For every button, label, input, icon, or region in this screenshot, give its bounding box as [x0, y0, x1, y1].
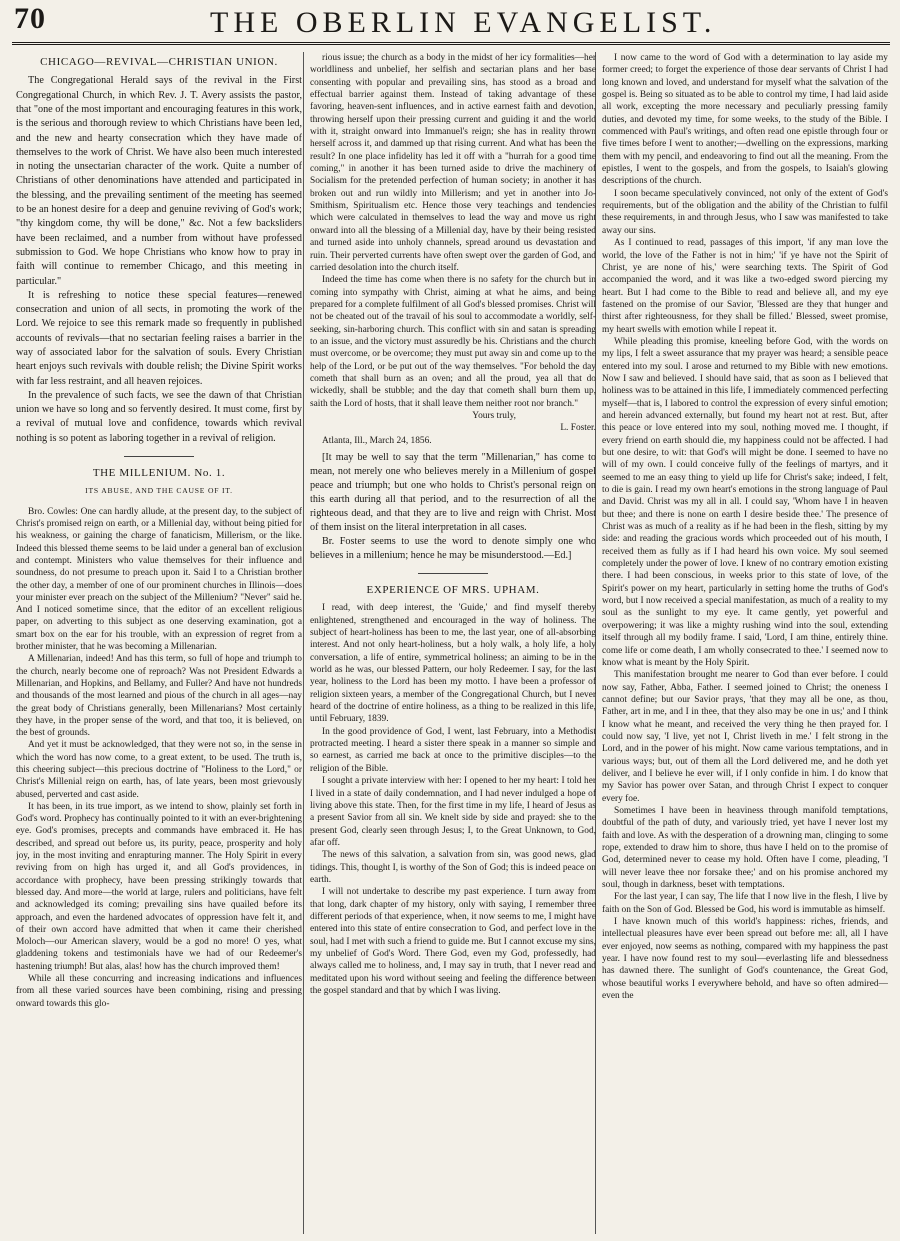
masthead-rule [12, 42, 890, 45]
paragraph: It has been, in its true import, as we intend to show, plainly set forth in God's word. Prophecy has continually pointed to it with an ever-brightening eye. God's promises, precepts and commands have embraced it. He has described, and spread out before us, its purity, peace, prosperity and holy joy, in the most inviting and enrapturing manner. The Holy Spirit in every reviving from on high has urged it, and all God's providences, in accordance with prophecy, have been pressing strikingly towards that blessed day. And more—the world at large, rulers and politicians, have felt and acknowledged its coming; prevailing sins have quailed before its approach, and even the hardened advocates of oppression have felt it, and of their own accord have admitted that when it came their cherished Moloch—our American slavery, would be a god no more! O yes, what gladdening tokens and testimonials have we had of our Redeemer's hastening triumph! But alas, alas! how has the church improved them! [16, 801, 302, 972]
paragraph: In the good providence of God, I went, last February, into a Methodist protracted meeting. I heard a sister there speak in a manner so simple and so earnest, as carried me back at once to the primitive disciples—to the religion of the Bible. [310, 726, 596, 774]
paragraph: This manifestation brought me nearer to God than ever before. I could now say, Father, Abba, Father. I seemed joined to Christ; the oneness I cannot define; but our Savior prays, 'that they may all be one, as thou, Father, art in me, and I in thee, that they also may be one in us;' and I think I know what he meant, and received the very thing he then prayed for. I could now say, 'I live, yet not I, Christ liveth in me.' I felt strong in the Lord, and in the power of his might. Now came various temptations, and in various ways; but, out of them all the Lord delivered me, and he doth yet deliver, and I believe he ever will, if I only confide in him. I do know that my Savior has power over Satan, and through Christ I expect to conquer every foe. [602, 670, 888, 804]
paragraph: I have known much of this world's happiness: riches, friends, and intellectual pleasures have ever been spread out before me: all, all I have ever enjoyed, now seems as nothing, compared with my happiness the past year. I have now found rest to my soul—everlasting life and blessedness has dawned there. The sunlight of God's countenance, the Great God, whose beautiful works I everywhere behold, and have so often admired—even the [602, 917, 888, 1002]
paragraph: In the prevalence of such facts, we see the dawn of that Christian union we have so long and so fervently desired. It must come, first by a revival of mutual love and confidence, towards which revival nothing is so potent as laboring together in a revival of religion. [16, 389, 302, 444]
editor-note: Br. Foster seems to use the word to denote simply one who believes in a millenium; hence he may be misunderstood.—Ed.] [310, 536, 596, 561]
column-3 [602, 52, 888, 1232]
article-heading-millenium: THE MILLENIUM. No. 1. [92, 467, 226, 480]
column-divider-1 [303, 52, 304, 1234]
signature-name: L. Foster. [560, 423, 596, 434]
paragraph: I will not undertake to describe my past experience. I turn away from that long, dark chapter of my history, only with saying, I remember three different periods of that experience, when, it now seems to me, I might have entered into this state of entire consecration to God, and perfect love in the soul, had I met with such a friend to guide me. But I cannot excuse my sins, my unbelief of God's Word. There God, even my God, professedly, had always called me to holiness, and, I may say in truth, that I never read and meditated upon his word without seeing and feeling the difference between the gospel standard and that by which I was living. [310, 887, 596, 996]
article-heading-chicago: CHICAGO—REVIVAL—CHRISTIAN UNION. [40, 56, 278, 68]
article-millenium [16, 506, 302, 1010]
signature-closing: Yours truly, [472, 410, 516, 421]
paragraph: Bro. Cowles: One can hardly allude, at the present day, to the subject of Christ's promised reign on earth, or a Millenial day, without being pitied for his weakness, or gaining the charge of fanaticism, Millerism, or the like. Indeed this blessed theme seems to be laid under a general ban of exclusion and contempt. Ministers who value themselves for their influence and soundness, do not presume to preach upon it. Said I to a Christian brother the other day, a member of one of our prominent churches in Illinois—does your minister ever preach on the subject of the Millenium? "Never" said he. And I noticed sometime since, that the editor of an excellent religious paper, on adverting to this subject as one deserving examination, got a smart box on the ear for his trouble, with an expression of regret from a brother minister, that he was becoming a Millenarian. [16, 506, 302, 653]
paragraph: I soon became speculatively convinced, not only of the extent of God's requirements, but of the obligation and the ability of the Christian to fulfil these requirements, in and through Jesus, who I saw was manifested to take away our sins. [602, 188, 888, 236]
masthead [0, 0, 900, 46]
paragraph: For the last year, I can say, The life that I now live in the flesh, I live by faith on the Son of God. Blessed be God, his word is immutable as himself. [602, 892, 888, 915]
paragraph: The Congregational Herald says of the revival in the First Congregational Church, in which Rev. J. T. Avery assists the pastor, that "one of the most important and encouraging features in this work, is the serious and thorough review to which Christians have been led, and the new and hearty consecration which they have made of themselves to the work of Christ. We have also been much interested in noting the unsectarian character of the work. Quite a number of Christians of other denominations have attended and participated in the blessing, and the prevailing sentiment of the meeting has seemed to be an honest desire for a deep and genuine reviving of God's work; "thy kingdom come, thy will be done," &c. Not a few backsliders have been reclaimed, and a number from without have professed submission to God. We hope Christians who know how to pray in faith will continue to remember Chicago, and this meeting in particular." [16, 75, 302, 287]
page-title: THE OBERLIN EVANGELIST. [210, 6, 717, 39]
paragraph: A Millenarian, indeed! And has this term, so full of hope and triumph to the church, nearly become one of reproach? Was not President Edwards a Millenarian, and Hopkins, and Bellamy, and Fuller? And have not hundreds and thousands of the most learned and pious of the church in all ages—nay the great body of Christians generally, been Millenarians? Most certainly they have, in the proper sense of the word, and that too, it is believed, on the best of grounds. [16, 654, 302, 739]
editor-note: [It may be well to say that the term "Millenarian," has come to mean, not merely one who believes merely in a Millenium of gospel peace and triumph; but one who holds to Christ's personal reign on this earth during all that period, and to the resurrection of all the righteous dead, and that they are to live and reign with Christ. Most of them insist on the literal interpretation in all cases. [310, 452, 596, 533]
page-number: 70 [14, 2, 46, 35]
paragraph: As I continued to read, passages of this import, 'if any man love the world, the love of the Father is not in him;' 'if ye have not the Spirit of Christ, ye are none of his,' were searching texts. The Spirit of God accompanied the word, and it was like a two-edged sword piercing my heart. But I had come to the Bible to read and believe all, and my eye fastened on the promise of our Savior, 'Blessed are they that hunger and thirst after righteousness, for they shall be filled.' Blessed, sweet promise, my heart swells with emotion while I repeat it. [602, 238, 888, 335]
paragraph: I read, with deep interest, the 'Guide,' and find myself thereby enlightened, strengthened and encouraged in the way of holiness. The subject of heart-holiness has been to me, the last year, one of all-absorbing interest. And not only heart-holiness, but a holy walk, a holy life, a holy conversation, a life of entire, symmetrical holiness; an aiming to be in the world as he was, our blessed Pattern, our holy Redeemer. I say, for the last year, holiness to the Lord has been my motto. I have been a professor of religion sixteen years, a member of the Congregational Church, but I never heard of the doctrine of entire holiness, as a thing to be realized in this life, until February, 1839. [310, 603, 596, 725]
article-chicago [16, 74, 302, 446]
article-divider [418, 573, 488, 574]
paragraph: rious issue; the church as a body in the midst of her icy formalities—her worldliness and unbelief, her selfish and sectarian plans and her base consenting with popular and prevailing sins, has stood as a broad and effectual barrier against them. Instead of taking advantage of these favoring, heaven-sent influences, and in active earnest faith and devotion, throwing herself upon their pressing current and guiding it and the world with it, straight onward into Immanuel's reign; she has in reality thrown herself across it, and dammed up that rising current. And what has been the result? In one place infidelity has led it off with a "hurrah for a good time coming," in another it has been turned aside to drive the machinery of Socialism for the pretended perfection of human society; in another it has broken out and run wildly into Millerism; and yet in another into Jo-Smithism, Spiritualism etc. Hence those very teachings and tendencies which were calculated in themselves to lead the way and move us right onward into all the blessing of a Millenial day, have by their being resisted and turned aside into unholy channels, spread around us devastation and ruin. Their perverted currents have often swept over the garden of God, and carried desolation into the church itself. [310, 53, 596, 273]
paragraph: It is refreshing to notice these special features—renewed consecration and union of all sects, in promoting the work of the Lord. We rejoice to see this remark made so frequently in published accounts of revivals—that no sectarian feeling raises a barrier in the way of associated labor for the salvation of souls. Every Christian heart enjoys such revivals with double relish; the Divine Spirit works with far less restraint, and all heaven rejoices. [16, 289, 302, 387]
paragraph: And yet it must be acknowledged, that they were not so, in the sense in which the word has now come, to a great extent, to be used. The truth is, this cheering subject—this precious doctrine of "Holiness to the Lord," or Christ's Millenial reign on earth, has, of late years, been most grievously abused, perverted and cast aside. [16, 740, 302, 800]
article-heading-upham: EXPERIENCE OF MRS. UPHAM. [366, 584, 540, 596]
paragraph: Indeed the time has come when there is no safety for the church but in coming into sympathy with Christ, aiming at what he aims, and being prepared for a complete fulfilment of all God's blessed promises. Christ will not be cheated out of the travail of his soul to accommodate a worldly, self-seeking, sin-harboring church. This conflict with sin and satan is spreading to an issue, and the victory must assuredly be his. Christians and the church must overcome, or be overcome; they must put away sin and come up to the help of the Lord, or be put out of the way themselves. "For behold the day cometh that shall burn as an oven; and all the proud, yea all that do wickedly, shall be stubble; and the day that cometh shall burn them up, saith the Lord of hosts, that it shall leave them neither root nor branch." [310, 275, 596, 409]
paragraph: While pleading this promise, kneeling before God, with the words on my lips, I felt a sweet assurance that my prayer was heard; a sensible peace entered into my soul. I arose and returned to my Bible with new emotions. Now I saw and believed. I should have said, that as soon as I believed that holiness was to be attained in this life, I immediately commenced perfecting myself—that is, I labored to control the expression of every sinful emotion; and herein advanced externally, but found my heart not at rest. But, after this peace or love entered into my soul, nothing moved me. I thought, if every friend on earth should die, my happiness could not be affected. I had but one desire, to wit: that God's will might be done. I seemed to have no will of my own. I could conceive fully of the feelings of martyrs, and it seemed to me an easy thing to yield up life for Christ's sake; indeed, I felt, to die is gain. I read my own heart's emotions in the strong language of Paul and David. Christ was my all in all. I could say, 'Whom have I in heaven but thee; and there is none on earth I desire beside thee.' The presence of Christ was as much of a reality as if he had been in the flesh, sitting by my side: and reading the gracious words which proceeded out of his mouth, I received them as fully as if I had heard his own voice. My soul seemed completely under the power of love. I knew of no contrary emotion existing there. I had been conscious, in weeks prior to this state of love, of the Spirit's power on my heart, particularly in setting home the truths of God's word, but I now received a special manifestation, as much of a reality to my soul as the sunlight to my eye. It came gently, yet powerful and overpowering; it was like a mighty rushing wind into the soul, extending itself through all my bodily frame. I said, 'Lord, I am thine, entirely thine. come life or come death, I am wholly consecrated to thee.' I seemed now to know what is meant by the Holy Spirit. [602, 336, 888, 668]
paragraph: I sought a private interview with her: I opened to her my heart: I told her I lived in a state of daily condemnation, and I had never indulged a hope of living above this state. Then, for the first time in my life, I heard of Jesus as a present Savior from all sin. We knelt side by side and prayed: she to the present God, clearly seen through Jesus; I, to the Great Unknown, to God, afar off. [310, 776, 596, 848]
column-2 [310, 52, 596, 1232]
article-divider [124, 456, 194, 457]
dateline: Atlanta, Ill., March 24, 1856. [322, 435, 432, 446]
article-subheading-millenium: ITS ABUSE, AND THE CAUSE OF IT. [85, 486, 233, 496]
paragraph: I now came to the word of God with a determination to lay aside my former creed; to forget the experience of those dear servants of Christ I had long known and loved, and understand for myself what the salvation of the gospel is. Being so situated as to be able to control my time, I had laid aside all work, excepting the more necessary and peculiarly pressing family duties, and devoted my time, for some weeks, to the study of the Bible. I commenced with Paul's writings, and often read one epistle through four or five times before I went to another;—dwelling on the expressions, marking them with my pencil, and endeavoring to find out all the meaning. From the epistles, I went to the gospels, and from the gospels, to Isaiah's glowing descriptions of the church. [602, 53, 888, 187]
paragraph: Sometimes I have been in heaviness through manifold temptations, doubtful of the path of duty, and variously tried, yet have I never lost my faith and love. As with the desperation of a drowning man, clinging to some rope, extended to draw him to shore, thus have I held on to the promise of God, determined never to cease my hold. Often have I come, pleading, 'I will never leave thee nor forsake thee;' and on his promise anchored my soul, though in darkness, beset with temptations. [602, 805, 888, 891]
paragraph: While all these concurring and increasing indications and influences from all these varied sources have been combining, rising and pressing onward towards this glo- [16, 974, 302, 1009]
column-1 [16, 52, 302, 1232]
paragraph: The news of this salvation, a salvation from sin, was good news, glad tidings. This, thought I, is worthy of the Son of God; this is indeed peace on earth. [310, 850, 596, 885]
